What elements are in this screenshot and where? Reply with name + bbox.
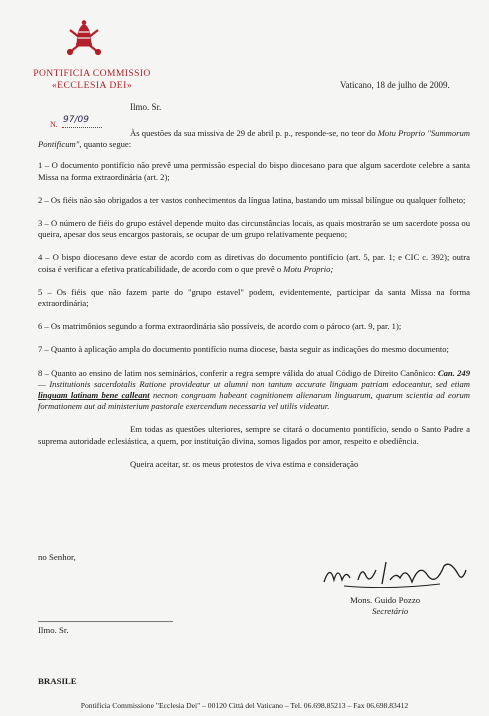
closing-paragraph: Em todas as questões ulteriores, sempre se citará o documento pontifício, sendo o Santo Padre a suprema autoridade eclesiástica, a quem, por instituição divina, somos ligados por amor, respeito e obediência. [38, 424, 470, 446]
papal-tiara-keys-icon [64, 18, 104, 58]
letter-footer: Pontificia Commissione "Ecclesia Dei" – 00120 Città del Vaticano – Tel. 06.698.85213 – Fax 06.698.83412 [80, 701, 409, 710]
addressee-line [38, 621, 173, 622]
point-8: 8 – Quanto ao ensino de latim nos seminários, conferir a regra sempre válida do atual Código de Direito Canônico: Can. 249 — Institutionis sacerdotalis Ratione provideatur ut alumni non tantum accurate linguam patriam edoceantur, sed etiam linguam latinam bene calleant necnon congruam habeant cognitionem alienarum linguarum, quarum scientia ad eorum formationem aut ad ministerium pastorale exercendum necessaria vel utilis videatur. [38, 367, 471, 412]
canon-reference: Can. 249 [437, 367, 470, 378]
intro-paragraph: Às questões da sua missiva de 29 de abril p. p., responde-se, no teor do Motu Proprio "Summorum Pontificum", quanto segue: [38, 128, 471, 150]
signatory-name: Mons. Guido Pozzo [350, 595, 421, 605]
letter-date: Vaticano, 18 de julho de 2009. [340, 80, 450, 90]
signatory-role: Secretário [372, 606, 409, 616]
commission-subtitle: «ECCLESIA DEI» [51, 80, 133, 91]
point-5: 5 – Os fiéis que não fazem parte do "grupo estavel" podem, evidentemente, participar da santa Missa na forma extraordinária; [38, 286, 470, 309]
motu-proprio-title: Motu Proprio "Summorum Pontificum" [38, 128, 471, 150]
closing-greeting: Queira aceitar, sr. os meus protestos de viva estima e consideração [130, 458, 359, 469]
point-3: 3 – O número de fiéis do grupo estável depende muito das circunstâncias locais, as quais mostrarão se um sacerdote possa ou queira, apesar dos seus encargos pastorais, se ocupar de um grupo relativamente pequeno; [38, 218, 470, 240]
closing-no-senhor: no Senhor, [38, 552, 76, 562]
handwritten-signature [320, 556, 470, 592]
latin-emphasis: linguam latinam bene calleant [38, 390, 150, 401]
point-1: 1 – O documento pontifício não prevê uma permissão especial do bispo diocesano para que algum sacerdote celebre a santa Missa na forma extraordinária (art. 2); [38, 160, 470, 182]
point-7: 7 – Quanto à aplicação ampla do documento pontifício numa diocese, basta seguir as indicações do mesmo documento; [38, 344, 449, 355]
point-4: 4 – O bispo diocesano deve estar de acordo com as diretivas do documento pontifício (art. 5, par. 1; e CIC c. 392); outra coisa é verificar a efetiva praticabilidade, de acordo com o que prevê o Motu Proprio; [38, 252, 470, 274]
commission-name: PONTIFICIA COMMISSIO [33, 68, 151, 79]
salutation: Ilmo. Sr. [130, 102, 162, 112]
letter-body [38, 128, 470, 482]
point-6: 6 – Os matrimônios segundo a forma extraordinária são possíveis, de acordo com o pároco (art. 9, par. 1); [38, 321, 402, 332]
protocol-number: 97/09 [63, 115, 89, 125]
addressee-country: BRASILE [38, 676, 77, 686]
addressee: Ilmo. Sr. [38, 625, 69, 635]
point-2: 2 – Os fiéis não são obrigados a ter vastos conhecimentos da língua latina, bastando um missal bilíngue ou qualquer folheto; [38, 194, 466, 205]
protocol-number-label: N. [50, 120, 58, 129]
